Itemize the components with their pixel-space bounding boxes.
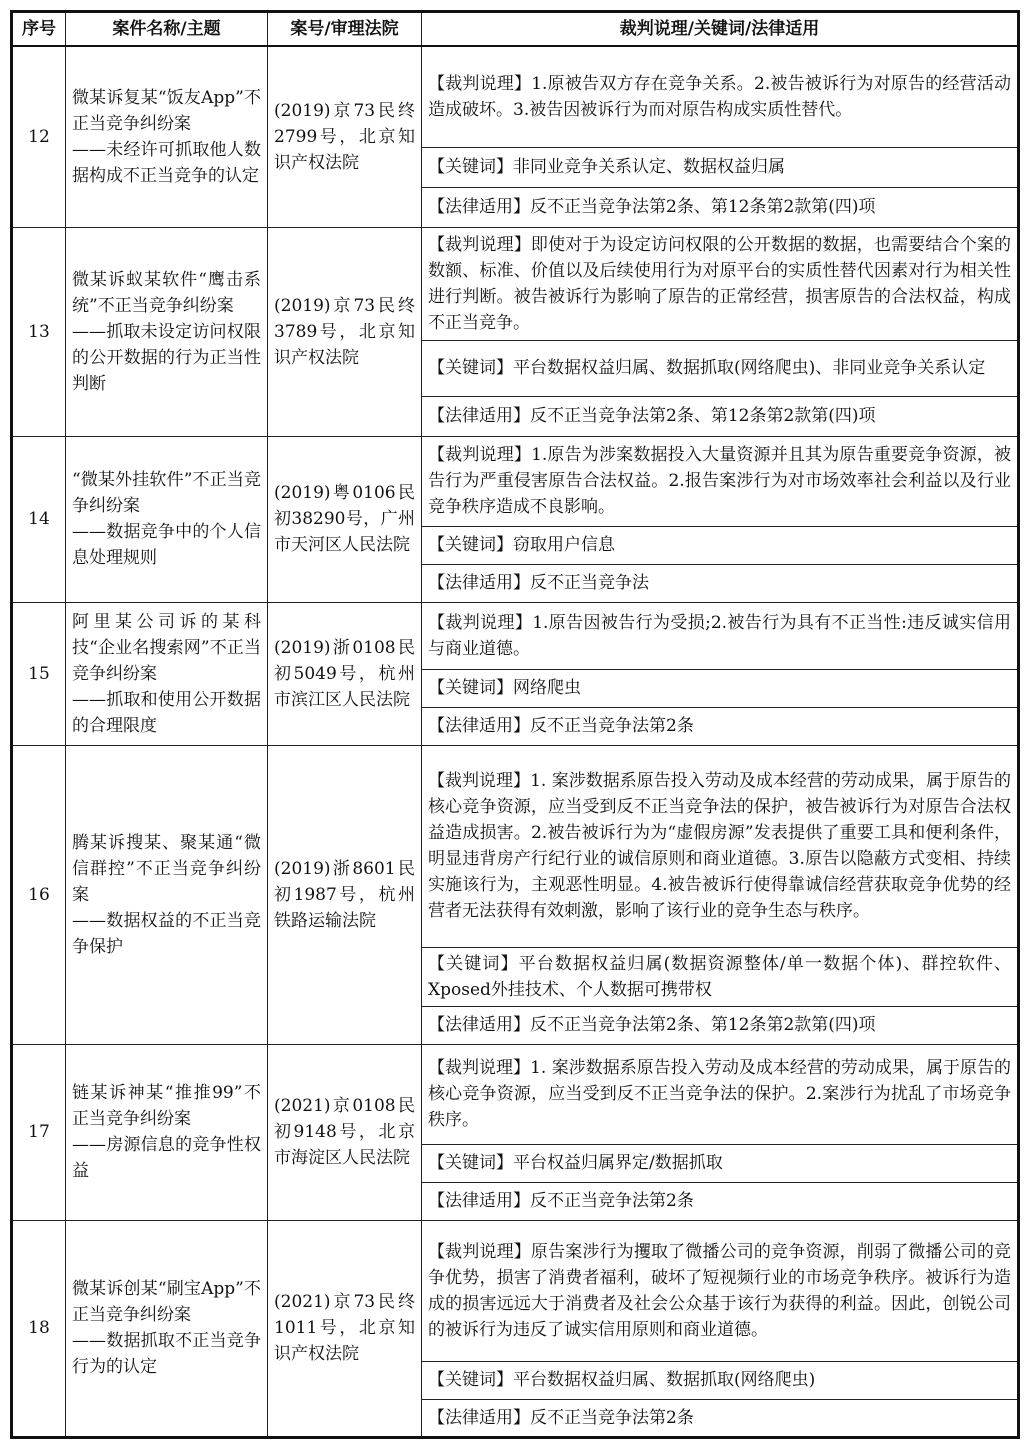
case-number: 13 [12,227,66,436]
keywords-text: 平台数据权益归属、数据抓取(网络爬虫)、非同业竞争关系认定 [513,358,986,378]
case-court: (2019)京73民终2799号，北京知识产权法院 [268,46,422,227]
case-number: 12 [12,46,66,227]
table-row [12,1044,1019,1144]
keywords-label: 【关键词】 [428,953,519,974]
case-court: (2019)粤0106民初38290号，广州市天河区人民法院 [268,436,422,602]
keywords-text: 平台权益归属界定/数据抓取 [513,1153,723,1173]
case-theme: ——未经许可抓取他人数据构成不正当竞争的认定 [72,139,261,186]
reasoning-text: 1.原告为涉案数据投入大量资源并且其为原告重要竞争资源，被告行为严重侵害原告合法权益。2.报告案涉行为对市场效率社会利益以及行业竞争秩序造成不良影响。 [428,445,1012,517]
law-cell [422,1182,1019,1220]
reasoning-label: 【裁判说理】 [428,612,533,633]
case-number: 15 [12,602,66,745]
reasoning-text: 1. 案涉数据系原告投入劳动及成本经营的劳动成果，属于原告的核心竞争资源，应当受到反不正当竞争法的保护，被告被诉行为对原告合法权益造成损害。2.被告被诉行为为“虚假房源”发表提供了重要工具和便利条件，明显违背房产行纪行业的诚信原则和商业道德。3.原告以隐蔽方式变相、持续实施该行为，主观恶性明显。4.被告被诉行使得靠诚信经营获取竞争优势的经营者无法获得有效刺激，影响了该行业的竞争生态与秩序。 [428,771,1012,921]
header-name: 案件名称/主题 [66,12,268,47]
case-number: 18 [12,1220,66,1437]
law-cell [422,564,1019,602]
reasoning-label: 【裁判说理】 [428,73,532,94]
reasoning-cell [422,1044,1019,1144]
table-row [12,227,1019,340]
case-name-cell [66,46,268,227]
keywords-cell [422,1144,1019,1182]
case-name-cell [66,602,268,745]
case-court: (2021)京0108民初9148号，北京市海淀区人民法院 [268,1044,422,1220]
keywords-text: 平台数据权益归属、数据抓取(网络爬虫) [513,1370,816,1390]
reasoning-label: 【裁判说理】 [428,445,532,465]
law-cell [422,1399,1019,1437]
case-name: “微某外挂软件”不正当竞争纠纷案 [72,470,261,516]
law-text: 反不正当竞争法第2条 [530,1407,694,1428]
case-number: 17 [12,1044,66,1220]
reasoning-text: 1.原被告双方存在竞争关系。2.被告被诉行为对原告的经营活动造成破坏。3.被告因被诉行为而对原告构成实质性替代。 [428,73,1011,120]
law-text: 反不正当竞争法第2条 [530,1191,694,1211]
table-row [12,745,1019,947]
keywords-text: 平台数据权益归属(数据资源整体/单一数据个体)、群控软件、Xposed外挂技术、个人数据可携带权 [428,953,1011,1000]
reasoning-cell [422,602,1019,669]
law-label: 【法律适用】 [428,716,530,736]
law-cell [422,396,1019,436]
keywords-label: 【关键词】 [428,157,513,177]
reasoning-cell [422,227,1019,340]
keywords-cell [422,947,1019,1006]
keywords-label: 【关键词】 [428,678,513,698]
case-theme: ——数据权益的不正当竞争保护 [72,910,261,957]
law-text: 反不正当竞争法第2条、第12条第2款第(四)项 [530,406,876,426]
case-theme: ——房源信息的竞争性权益 [72,1135,261,1181]
reasoning-text: 原告案涉行为攫取了微播公司的竞争资源，削弱了微播公司的竞争优势，损害了消费者福利，破坏了短视频行业的市场竞争秩序。被诉行为造成的损害远远大于消费者及社会公众基于该行为获得的利益。因此，创锐公司的被诉行为违反了诚实信用原则和商业道德。 [428,1241,1012,1340]
reasoning-text: 即使对于为设定访问权限的公开数据的数据，也需要结合个案的数额、标准、价值以及后续使用行为对原平台的实质性替代因素对行为相关性进行判断。被告被诉行为影响了原告的正常经营，损害原告的合法权益，构成不正当竞争。 [428,234,1012,333]
reasoning-cell [422,46,1019,147]
case-theme: ——数据竞争中的个人信息处理规则 [72,522,261,568]
header-detail: 裁判说理/关键词/法律适用 [422,12,1019,47]
reasoning-text: 1. 案涉数据系原告投入劳动及成本经营的劳动成果，属于原告的核心竞争资源，应当受到反不正当竞争法的保护。2.案涉行为扰乱了市场竞争秩序。 [428,1058,1012,1130]
law-label: 【法律适用】 [428,406,530,426]
case-table [10,10,1020,1439]
case-court: (2021)京73民终1011号，北京知识产权法院 [268,1220,422,1437]
case-name-cell [66,745,268,1044]
reasoning-cell [422,1220,1019,1361]
header-num: 序号 [12,12,66,47]
keywords-label: 【关键词】 [428,1153,513,1173]
header-court: 案号/审理法院 [268,12,422,47]
case-theme: ——抓取未设定访问权限的公开数据的行为正当性判断 [72,321,261,394]
law-text: 反不正当竞争法 [530,573,649,593]
table-row [12,46,1019,147]
reasoning-cell [422,745,1019,947]
table-row [12,436,1019,526]
case-name-cell [66,227,268,436]
law-label: 【法律适用】 [428,1015,530,1035]
keywords-cell [422,340,1019,396]
law-label: 【法律适用】 [428,1191,530,1211]
header-row [12,12,1019,47]
keywords-cell [422,147,1019,187]
keywords-text: 网络爬虫 [513,678,581,698]
law-text: 反不正当竞争法第2条、第12条第2款第(四)项 [530,1015,876,1035]
case-name-cell [66,436,268,602]
reasoning-cell [422,436,1019,526]
case-name: 微某诉蚁某软件“鹰击系统”不正当竞争纠纷案 [72,269,261,316]
keywords-text: 非同业竞争关系认定、数据权益归属 [513,157,785,177]
case-number: 14 [12,436,66,602]
case-name: 腾某诉搜某、聚某通“微信群控”不正当竞争纠纷案 [72,832,261,905]
case-name: 微某诉创某“刷宝App”不正当竞争纠纷案 [72,1279,261,1325]
reasoning-label: 【裁判说理】 [428,1058,531,1078]
keywords-cell [422,526,1019,564]
law-cell [422,187,1019,227]
case-court: (2019)浙8601民初1987号，杭州铁路运输法院 [268,745,422,1044]
keywords-label: 【关键词】 [428,358,513,378]
law-text: 反不正当竞争法第2条 [530,716,694,736]
case-court: (2019)京73民终3789号，北京知识产权法院 [268,227,422,436]
law-label: 【法律适用】 [428,1407,530,1428]
law-cell [422,707,1019,745]
law-text: 反不正当竞争法第2条、第12条第2款第(四)项 [530,197,876,217]
keywords-cell [422,1361,1019,1399]
keywords-label: 【关键词】 [428,535,513,555]
case-name-cell [66,1220,268,1437]
case-number: 16 [12,745,66,1044]
law-cell [422,1006,1019,1044]
reasoning-text: 1.原告因被告行为受损;2.被告行为具有不正当性:违反诚实信用与商业道德。 [428,612,1011,659]
case-name: 微某诉复某“饭友App”不正当竞争纠纷案 [72,87,261,134]
case-name-cell [66,1044,268,1220]
case-theme: ——抓取和使用公开数据的合理限度 [72,689,261,736]
case-name: 阿里某公司诉的某科技“企业名搜索网”不正当竞争纠纷案 [72,611,261,684]
case-name: 链某诉神某“推推99”不正当竞争纠纷案 [72,1083,261,1129]
reasoning-label: 【裁判说理】 [428,1241,531,1262]
reasoning-label: 【裁判说理】 [428,234,531,255]
table-row [12,1220,1019,1361]
case-court: (2019)浙0108民初5049号，杭州市滨江区人民法院 [268,602,422,745]
case-theme: ——数据抓取不正当竞争行为的认定 [72,1331,261,1377]
law-label: 【法律适用】 [428,197,530,217]
reasoning-label: 【裁判说理】 [428,771,531,791]
table-row [12,602,1019,669]
keywords-text: 窃取用户信息 [513,535,615,555]
law-label: 【法律适用】 [428,573,530,593]
keywords-label: 【关键词】 [428,1370,513,1390]
keywords-cell [422,669,1019,707]
